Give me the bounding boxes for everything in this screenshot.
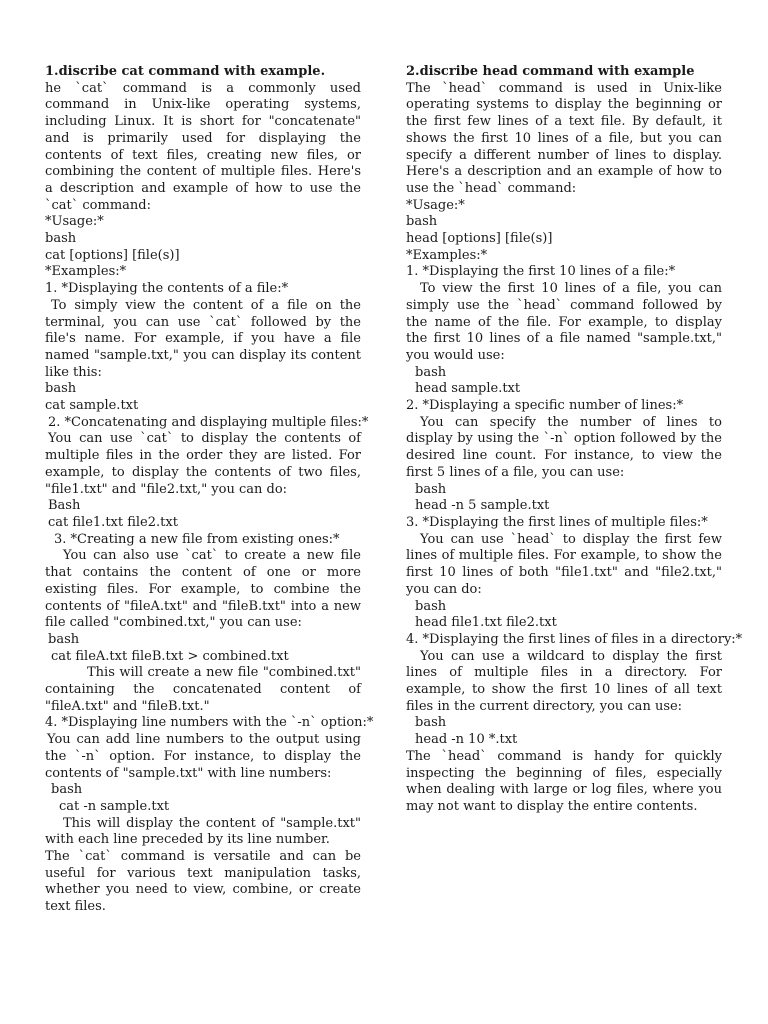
cat-example-3-note: This will create a new file "combined.txt" containing the concatenated content of "fileA.txt" and "fileB.txt." (45, 665, 361, 714)
cat-conclusion-paragraph: The `cat` command is versatile and can be useful for various text manipulation tasks, whether you need to view, combine, or create text files. (45, 849, 361, 915)
cat-example-1-command: cat sample.txt (45, 398, 139, 414)
cat-example-4-note: This will display the content of "sample.txt" with each line preceded by its line number. (45, 815, 361, 848)
cat-usage-shell: bash (45, 231, 77, 247)
cat-example-2-title: 2. *Concatenating and displaying multiple files:* (48, 414, 369, 430)
cat-example-3-text: You can also use `cat` to create a new file that contains the content of one or more existing files. For example, to combine the contents of "fileA.txt" and "fileB.txt" into a new file called "combined.txt," you can use: (45, 548, 361, 631)
cat-example-2-text: You can use `cat` to display the contents of multiple files in the order they are listed. For example, to display the contents of two files, "file1.txt" and "file2.txt," you can do: (45, 431, 361, 497)
cat-usage-syntax: cat [options] [file(s)] (45, 247, 180, 263)
head-example-1-title: 1. *Displaying the first 10 lines of a file:* (406, 264, 676, 280)
cat-example-2-shell: Bash (48, 498, 81, 514)
head-example-4-title: 4. *Displaying the first lines of files in a directory:* (406, 631, 743, 647)
head-example-1-command: head sample.txt (415, 381, 521, 397)
cat-example-2-command: cat file1.txt file2.txt (48, 514, 178, 530)
head-example-2-shell: bash (415, 481, 447, 497)
head-example-4-text: You can use a wildcard to display the first lines of multiple files in a directory. For example, to show the first 10 lines of all text files in the current directory, you can use: (406, 648, 722, 714)
head-conclusion-paragraph: The `head` command is handy for quickly inspecting the beginning of files, especially when dealing with large or log files, where you may not want to display the entire contents. (406, 748, 722, 814)
head-examples-label: *Examples:* (406, 247, 488, 263)
head-example-4-shell: bash (415, 715, 447, 731)
cat-example-4-text: You can add line numbers to the output using the `-n` option. For instance, to display the contents of "sample.txt" with line numbers: (45, 732, 361, 781)
cat-examples-label: *Examples:* (45, 264, 127, 280)
head-example-4-command: head -n 10 *.txt (415, 732, 518, 748)
cat-command-column (45, 64, 374, 916)
head-usage-syntax: head [options] [file(s)] (406, 231, 553, 247)
head-example-3-title: 3. *Displaying the first lines of multiple files:* (406, 514, 708, 530)
head-example-2-text: You can specify the number of lines to display by using the `-n` option followed by the desired line count. For instance, to view the first 5 lines of a file, you can use: (406, 414, 722, 480)
cat-example-1-title: 1. *Displaying the contents of a file:* (45, 281, 289, 297)
cat-example-1-text: To simply view the content of a file on the terminal, you can use `cat` followed by the file's name. For example, if you have a file named "sample.txt," you can display its content like this: (45, 297, 361, 380)
head-example-2-title: 2. *Displaying a specific number of lines:* (406, 398, 684, 414)
cat-example-3-title: 3. *Creating a new file from existing ones:* (54, 531, 340, 547)
cat-example-4-shell: bash (51, 782, 83, 798)
cat-example-4-command: cat -n sample.txt (59, 798, 170, 814)
cat-usage-label: *Usage:* (45, 214, 104, 230)
head-usage-label: *Usage:* (406, 197, 465, 213)
head-example-3-shell: bash (415, 598, 447, 614)
head-example-1-text: To view the first 10 lines of a file, you can simply use the `head` command followed by the name of the file. For example, to display the first 10 lines of a file named "sample.txt," you would use: (406, 281, 722, 363)
head-usage-shell: bash (406, 214, 438, 230)
cat-example-3-command: cat fileA.txt fileB.txt > combined.txt (51, 648, 289, 664)
head-example-3-text: You can use `head` to display the first few lines of multiple files. For example, to show the first 10 lines of both "file1.txt" and "file2.txt," you can do: (406, 531, 722, 597)
cat-example-4-title: 4. *Displaying line numbers with the `-n` option:* (45, 715, 374, 731)
head-command-column (406, 64, 743, 816)
cat-intro-paragraph: he `cat` command is a commonly used command in Unix-like operating systems, including Linux. It is short for "concatenate" and is primarily used for displaying the contents of text files, creating new files, or combining the content of multiple files. Here's a description and example of how to use the `cat` command: (45, 80, 361, 213)
head-example-3-command: head file1.txt file2.txt (415, 615, 557, 631)
head-section-title: 2.discribe head command with example (406, 64, 695, 79)
head-example-2-command: head -n 5 sample.txt (415, 498, 550, 514)
head-example-1-shell: bash (415, 364, 447, 380)
cat-section-title: 1.discribe cat command with example. (45, 64, 326, 79)
head-intro-paragraph: The `head` command is used in Unix-like operating systems to display the beginning or the first few lines of a text file. By default, it shows the first 10 lines of a file, but you can specify a different number of lines to display. Here's a description and an example of how to use the `head` command: (406, 80, 722, 196)
cat-example-1-shell: bash (45, 381, 77, 397)
cat-example-3-shell: bash (48, 631, 80, 647)
